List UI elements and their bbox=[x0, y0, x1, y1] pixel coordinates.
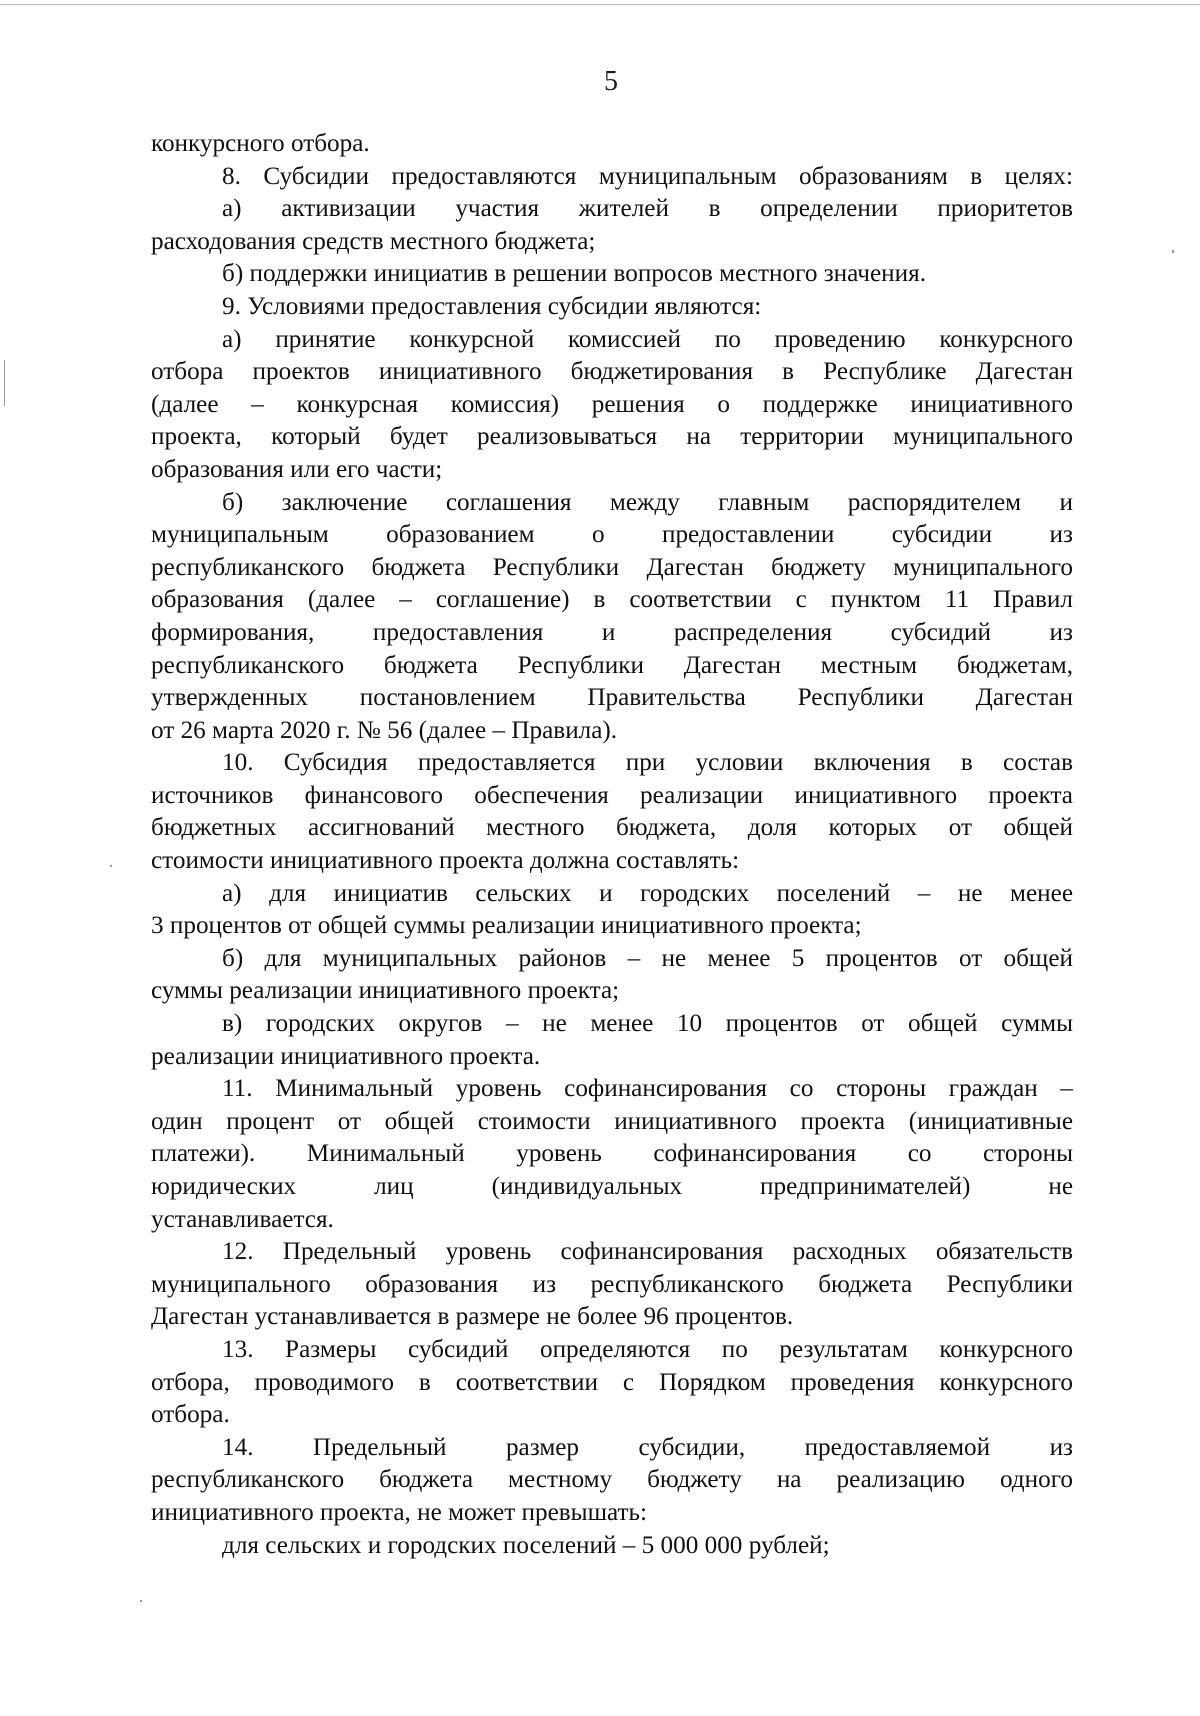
scan-artifact bbox=[140, 1600, 142, 1602]
text-line: б) для муниципальных районов – не менее 5 процентов от общей bbox=[222, 944, 1073, 972]
text-line: реализации инициативного проекта. bbox=[151, 1042, 541, 1070]
text-line: утвержденных постановлением Правительства Республики Дагестан bbox=[151, 684, 1073, 712]
text-line: 14. Предельный размер субсидии, предоставляемой из bbox=[222, 1433, 1073, 1461]
text-line: республиканского бюджета Республики Дагестан местным бюджетам, bbox=[151, 651, 1073, 679]
scan-artifact bbox=[4, 360, 5, 406]
text-line: 9. Условиями предоставления субсидии являются: bbox=[222, 292, 762, 320]
text-line: отбора, проводимого в соответствии с Порядком проведения конкурсного bbox=[151, 1368, 1073, 1396]
page-number: 5 bbox=[604, 66, 618, 97]
text-line: а) для инициатив сельских и городских поселений – не менее bbox=[222, 879, 1073, 907]
text-line: конкурсного отбора. bbox=[151, 130, 370, 157]
text-line: республиканского бюджета Республики Дагестан бюджету муниципального bbox=[151, 553, 1073, 581]
text-line: отбора проектов инициативного бюджетирования в Республике Дагестан bbox=[151, 358, 1073, 386]
scan-artifact bbox=[110, 865, 112, 867]
text-line: образования или его части; bbox=[151, 455, 443, 483]
text-line: от 26 марта 2020 г. № 56 (далее – Правила). bbox=[151, 716, 618, 744]
text-line: проекта, который будет реализовываться на территории муниципального bbox=[151, 423, 1073, 451]
text-line: муниципального образования из республиканского бюджета Республики bbox=[151, 1270, 1073, 1298]
text-line: образования (далее – соглашение) в соответствии с пунктом 11 Правил bbox=[151, 586, 1073, 614]
text-line: 8. Субсидии предоставляются муниципальным образованиям в целях: bbox=[222, 162, 1073, 190]
text-line: бюджетных ассигнований местного бюджета, доля которых от общей bbox=[151, 814, 1073, 842]
text-line: б) заключение соглашения между главным распорядителем и bbox=[222, 488, 1073, 516]
text-line: 3 процентов от общей суммы реализации инициативного проекта; bbox=[151, 912, 862, 940]
text-line: формирования, предоставления и распределения субсидий из bbox=[151, 618, 1073, 646]
text-line: 13. Размеры субсидий определяются по результатам конкурсного bbox=[222, 1335, 1073, 1363]
text-line: источников финансового обеспечения реализации инициативного проекта bbox=[151, 781, 1073, 809]
text-line: платежи). Минимальный уровень софинансирования со стороны bbox=[151, 1140, 1073, 1168]
text-line: отбора. bbox=[151, 1401, 230, 1429]
text-line: юридических лиц (индивидуальных предпринимателей) не bbox=[151, 1173, 1073, 1200]
scan-artifact bbox=[1172, 250, 1174, 253]
text-line: 11. Минимальный уровень софинансирования со стороны граждан – bbox=[222, 1075, 1073, 1103]
text-line: для сельских и городских поселений – 5 000 000 рублей; bbox=[222, 1531, 830, 1559]
text-line: в) городских округов – не менее 10 процентов от общей суммы bbox=[222, 1010, 1073, 1038]
text-line: инициативного проекта, не может превышать: bbox=[151, 1498, 648, 1526]
text-line: республиканского бюджета местному бюджету на реализацию одного bbox=[151, 1466, 1073, 1494]
text-line: б) поддержки инициатив в решении вопросов местного значения. bbox=[222, 260, 926, 288]
scan-edge-line bbox=[0, 4, 1200, 5]
text-line: расходования средств местного бюджета; bbox=[151, 227, 596, 255]
text-line: стоимости инициативного проекта должна составлять: bbox=[151, 847, 740, 875]
text-line: один процент от общей стоимости инициативного проекта (инициативные bbox=[151, 1107, 1073, 1135]
text-line: 12. Предельный уровень софинансирования расходных обязательств bbox=[222, 1238, 1073, 1266]
text-line: устанавливается. bbox=[151, 1205, 334, 1233]
text-line: а) активизации участия жителей в определении приоритетов bbox=[222, 195, 1073, 223]
text-line: суммы реализации инициативного проекта; bbox=[151, 977, 620, 1005]
document-body bbox=[151, 128, 1073, 1562]
text-line: Дагестан устанавливается в размере не более 96 процентов. bbox=[151, 1303, 794, 1331]
text-line: 10. Субсидия предоставляется при условии включения в состав bbox=[222, 749, 1073, 777]
text-line: (далее – конкурсная комиссия) решения о поддержке инициативного bbox=[151, 390, 1073, 418]
text-line: муниципальным образованием о предоставлении субсидии из bbox=[151, 521, 1073, 549]
text-line: а) принятие конкурсной комиссией по проведению конкурсного bbox=[222, 325, 1073, 353]
